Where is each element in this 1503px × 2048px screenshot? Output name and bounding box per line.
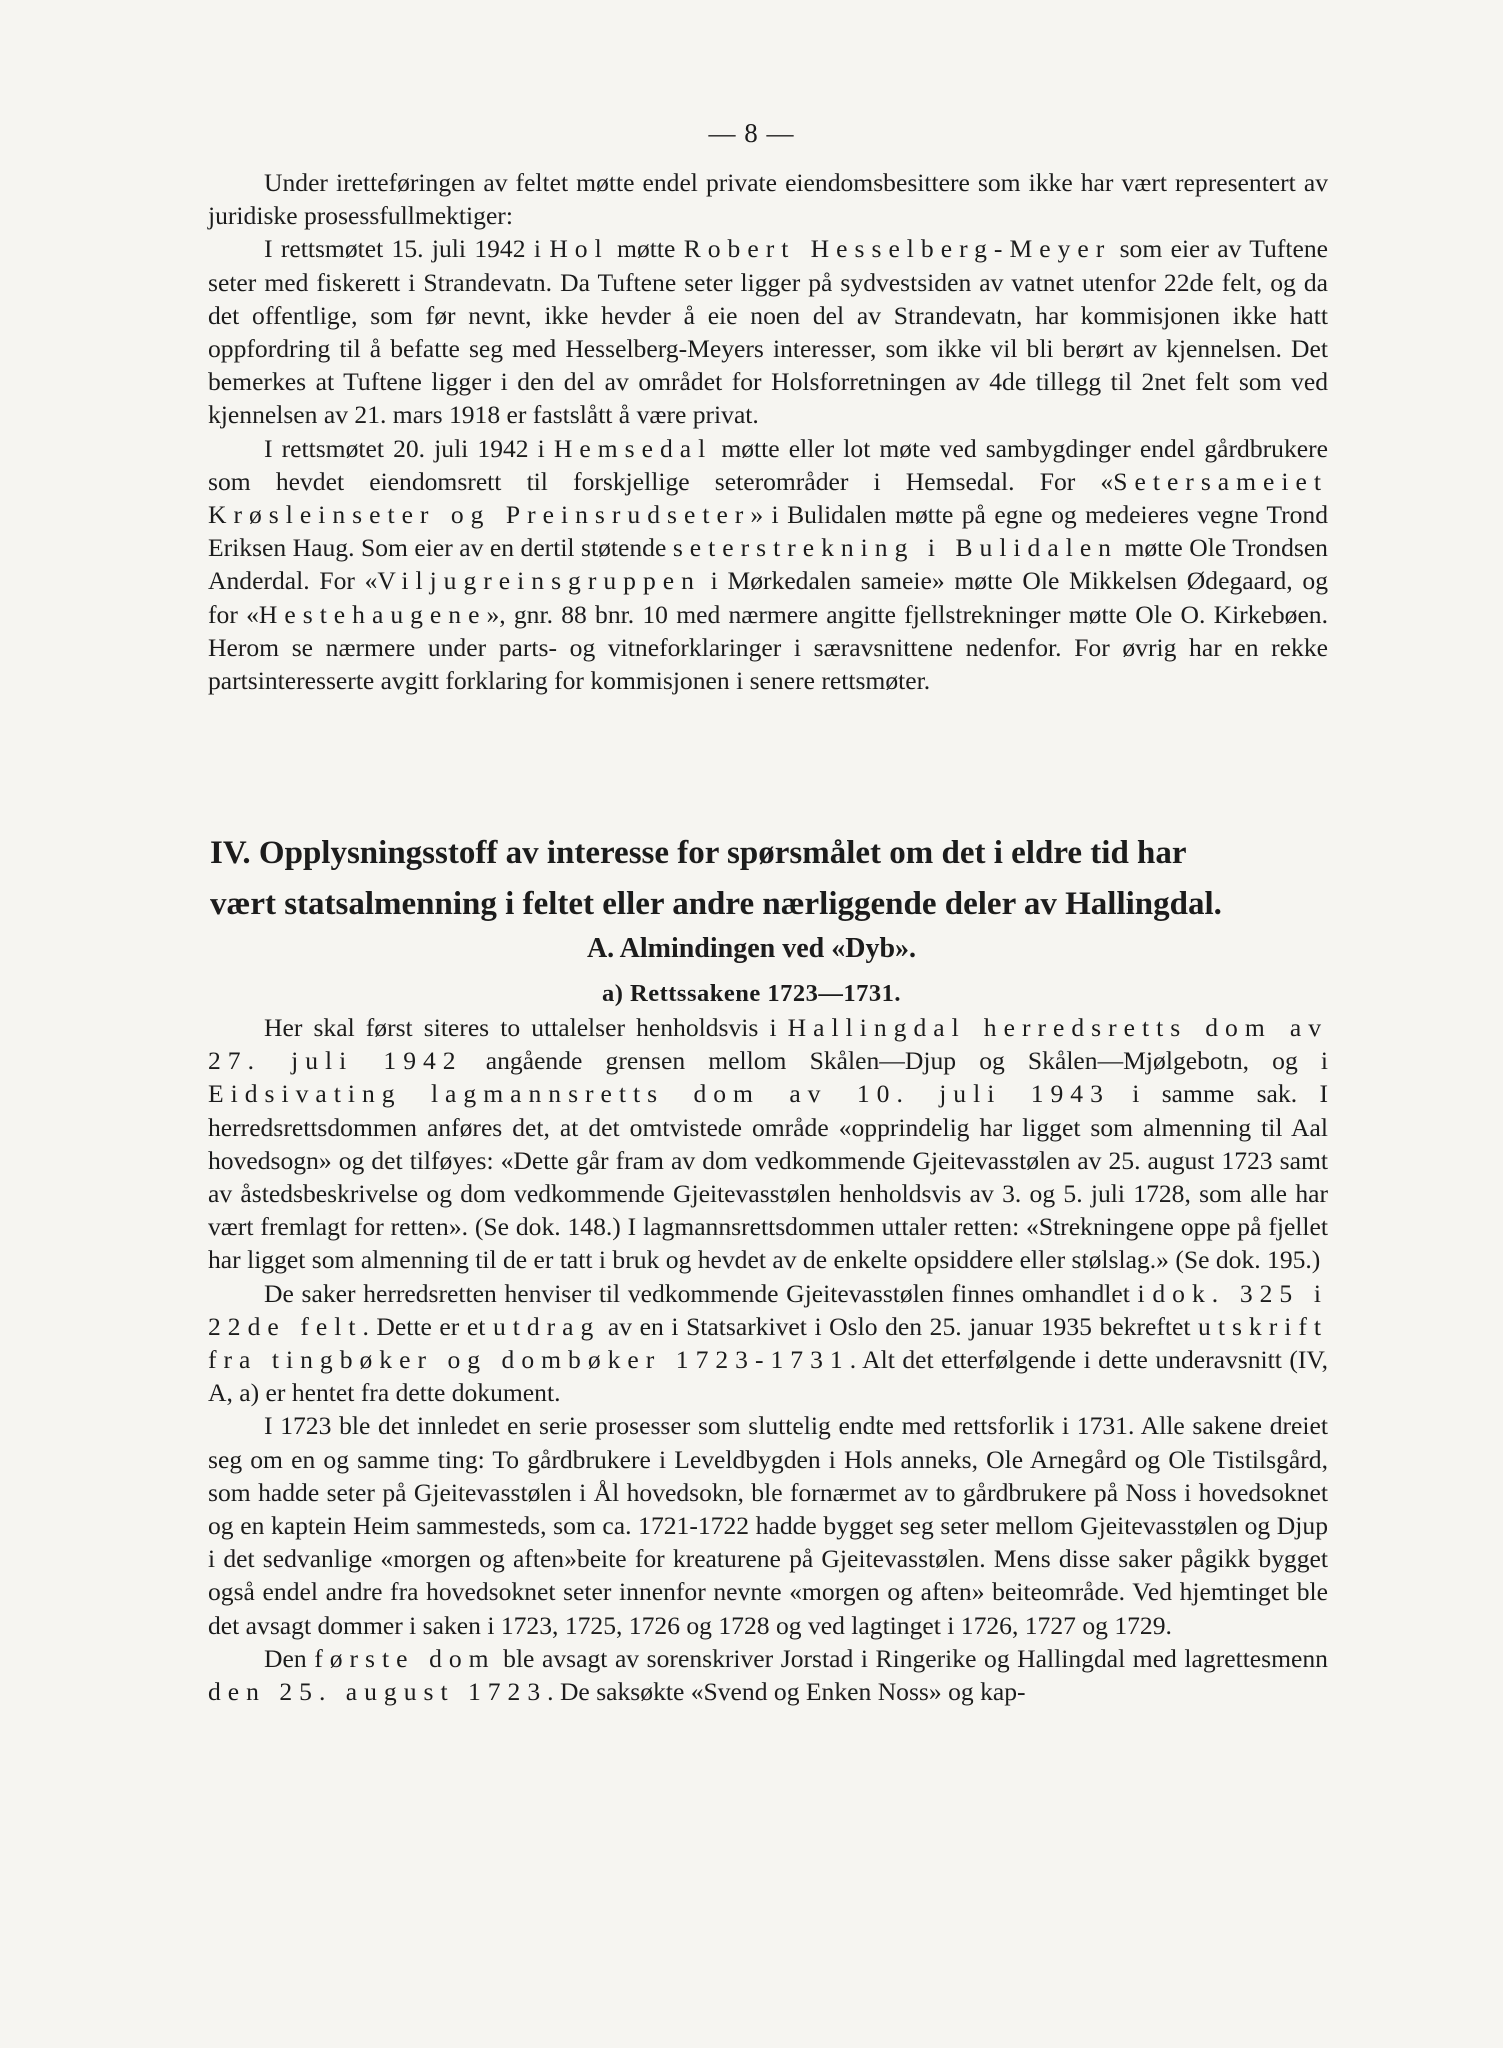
paragraph-text: I 1723 ble det innledet en serie prosesser som sluttelig endte med rettsforlik i 1731. Alle sakene dreiet seg om en og samme ting: To gårdbrukere i Leveldbygden i Hols anneks, Ole Arnegård og Ole Tistilsgård, som hadde seter på Gjeitevasstølen i Ål hovedsokn, ble fornærmet av to gårdbrukere på Noss i hovedsoknet og en kaptein Heim sammesteds, som ca. 1721-1722 hadde bygget seg seter mellom Gjeitevasstølen og Djup i det sedvanlige «morgen og aften»beite for kreaturene på Gjeitevasstølen. Mens disse saker pågikk bygget også endel andre fra hovedsoknet seter innenfor nevnte «morgen og aften» beiteområde. Ved hjemtinget ble det avsagt dommer i saken i 1723, 1725, 1726 og 1728 og ved lagtinget i 1726, 1727 og 1729. [208,1411,1328,1640]
text-run: I rettsmøtet 15. juli 1942 i [264,234,550,264]
spaced-text: Hol [549,234,609,264]
spaced-text: Hallingdal herredsretts dom av 27. juli 1942 [208,1013,1328,1076]
spaced-text: utskrift fra tingbøker og dombøker 1723-1731 [208,1311,1328,1375]
subheading-rettssakene: a) Rettssakene 1723—1731. [602,980,901,1007]
spaced-text: Eidsivating lagmannsretts dom av 10. juli 1943 [208,1079,1110,1109]
text-run: De saker herredsretten henviser til vedkommende Gjeitevasstølen finnes omhandlet i [264,1278,1153,1308]
text-run: i Mørkedalen sameie» møtte Ole Mikkelsen Ødegaard, og for « [208,566,1328,629]
heading-line: IV. Opplysningsstoff av interesse for spørsmålet om det i eldre tid har [210,835,1187,871]
text-run: som eier av Tuftene seter med fiskerett i Strandevatn. Da Tuftene seter ligger på sydvestsiden av vatnet utenfor 22de felt, og da det offentlige, som før nevnt, ikke hevder å eie noen del av Strandevatn, har kommisjonen ikke hatt oppfordring til å befatte seg med Hesselberg-Meyers interesser, som ikke vil bli berørt av kjennelsen. Det bemerkes at Tuftene ligger i den del av området for Holsforretningen av 4de tillegg til 2net felt som ved kjennelsen av 21. mars 1918 er fastslått å være privat. [208,234,1328,430]
text-run: . De saksøkte «Svend og Enken Noss» og kap- [547,1677,1026,1707]
paragraph [208,1642,1328,1708]
text-run: ble avsagt av sorenskriver Jorstad i Ringerike og Hallingdal med lagrettesmenn [495,1643,1328,1673]
spaced-text: Robert Hesselberg-Meyer [683,234,1112,264]
paragraph [208,1409,1328,1641]
paragraph [208,232,1328,431]
section-heading [210,828,1328,930]
text-run: av en i Statsarkivet i Oslo den 25. januar 1935 bekreftet [600,1311,1199,1341]
text-run: » i Bulidalen møtte på egne og medeieres vegne Trond Eriksen Haug. Som eier av en dertil støtende [208,500,1328,563]
text-block-rettssakene [208,1011,1328,1708]
spaced-text: utdrag [492,1311,601,1341]
paragraph [208,1277,1328,1410]
spaced-text: seterstrekning i Bulidalen [672,533,1118,563]
spaced-text: Hemsedal [553,433,713,463]
spaced-text: Setersameiet Krøsleinseter og Preinsrudseter [208,466,1328,530]
paragraph [208,166,1328,232]
subheading-almindingen: A. Almindingen ved «Dyb». [586,933,917,964]
text-run: . Dette er et [362,1311,493,1341]
text-run: I rettsmøtet 20. juli 1942 i [264,433,554,463]
text-run: angående grensen mellom Skålen—Djup og Skålen—Mjølgebotn, og i [462,1046,1329,1076]
text-run: i samme sak. I herredsrettsdommen anføres det, at det omtvistede område «opprindelig har ligget som almenning til Aal hovedsogn» og det tilføyes: «Dette går fram av dom vedkommende Gjeitevasstølen av 25. august 1723 samt av åstedsbeskrivelse og dom vedkommende Gjeitevasstølen henholdsvis av 3. og 5. juli 1728, som alle har vært fremlagt for retten». (Se dok. 148.) I lagmannsrettsdommen uttaler retten: «Strekningene oppe på fjellet har ligget som almenning til de er tatt i bruk og hevdet av de enkelte opsiddere eller stølslag.» (Se dok. 195.) [208,1079,1328,1275]
text-run: møtte [608,234,684,264]
text-run: . Alt det etterfølgende i dette underavsnitt (IV, A, a) er hentet fra dette dokument. [208,1345,1329,1408]
text-run: møtte Ole Trondsen Anderdal. For « [208,533,1328,596]
text-run: », gnr. 88 bnr. 10 med nærmere angitte fjellstrekninger møtte Ole O. Kirkebøen. Herom se nærmere under parts- og vitneforklaringer i særavsnittene nedenfor. For øvrig har en rekke partsinteresserte avgitt forklaring for kommisjonen i senere rettsmøter. [208,599,1329,696]
page-number: — 8 — [708,118,795,148]
spaced-text: Viljugreinsgruppen [377,566,701,596]
spaced-text: den 25. august 1723 [208,1677,548,1707]
text-run: Den [264,1643,315,1673]
paragraph [208,432,1328,698]
spaced-text: første dom [314,1643,496,1673]
text-block-private-owners [208,166,1328,697]
spaced-text: Hestehaugene [258,599,487,629]
text-run: møtte eller lot møte ved sambygdinger endel gårdbrukere som hevdet eiendomsrett til forskjellige seterområder i Hemsedal. For « [208,433,1328,496]
paragraph [208,1011,1328,1277]
heading-line: vært statsalmenning i feltet eller andre nærliggende deler av Hallingdal. [210,886,1222,922]
spaced-text: dok. 325 i 22de felt [208,1278,1328,1341]
text-run: Her skal først siteres to uttalelser henholdsvis i [264,1013,788,1042]
paragraph-text: Under iretteføringen av feltet møtte endel private eiendomsbesittere som ikke har vært representert av juridiske prosessfullmektiger: [208,168,1328,231]
